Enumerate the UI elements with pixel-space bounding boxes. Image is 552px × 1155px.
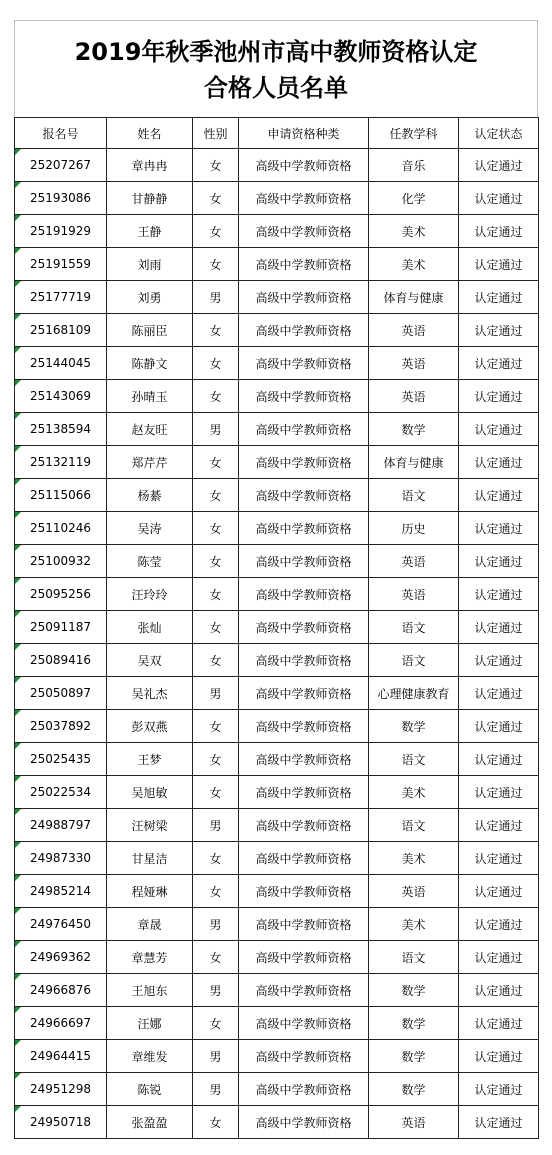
gender-cell: 女 bbox=[193, 347, 239, 380]
name-cell: 吴礼杰 bbox=[107, 677, 193, 710]
qualified-personnel-table bbox=[14, 117, 539, 1139]
status-cell: 认定通过 bbox=[459, 1073, 539, 1106]
qualification-type-cell: 高级中学教师资格 bbox=[239, 248, 369, 281]
qualification-type-cell: 高级中学教师资格 bbox=[239, 446, 369, 479]
registration-number-cell: 25177719 bbox=[15, 281, 107, 314]
name-cell: 章冉冉 bbox=[107, 149, 193, 182]
registration-number-cell: 25089416 bbox=[15, 644, 107, 677]
registration-number-cell: 24951298 bbox=[15, 1073, 107, 1106]
qualification-type-cell: 高级中学教师资格 bbox=[239, 908, 369, 941]
subject-cell: 英语 bbox=[369, 314, 459, 347]
gender-cell: 女 bbox=[193, 710, 239, 743]
subject-cell: 英语 bbox=[369, 380, 459, 413]
status-cell: 认定通过 bbox=[459, 809, 539, 842]
table-row bbox=[15, 776, 539, 809]
qualification-type-cell: 高级中学教师资格 bbox=[239, 809, 369, 842]
table-row bbox=[15, 446, 539, 479]
registration-number-cell: 25191559 bbox=[15, 248, 107, 281]
table-row bbox=[15, 875, 539, 908]
table-body bbox=[15, 149, 539, 1139]
qualification-type-cell: 高级中学教师资格 bbox=[239, 875, 369, 908]
subject-cell: 美术 bbox=[369, 842, 459, 875]
name-cell: 汪娜 bbox=[107, 1007, 193, 1040]
name-cell: 陈锐 bbox=[107, 1073, 193, 1106]
name-cell: 章维发 bbox=[107, 1040, 193, 1073]
registration-number-cell: 25191929 bbox=[15, 215, 107, 248]
subject-cell: 心理健康教育 bbox=[369, 677, 459, 710]
registration-number-cell: 25095256 bbox=[15, 578, 107, 611]
subject-cell: 历史 bbox=[369, 512, 459, 545]
header-subject: 任教学科 bbox=[369, 118, 459, 149]
name-cell: 王梦 bbox=[107, 743, 193, 776]
table-row bbox=[15, 809, 539, 842]
name-cell: 吴涛 bbox=[107, 512, 193, 545]
qualification-type-cell: 高级中学教师资格 bbox=[239, 545, 369, 578]
qualification-type-cell: 高级中学教师资格 bbox=[239, 842, 369, 875]
name-cell: 王静 bbox=[107, 215, 193, 248]
subject-cell: 英语 bbox=[369, 347, 459, 380]
status-cell: 认定通过 bbox=[459, 710, 539, 743]
subject-cell: 美术 bbox=[369, 248, 459, 281]
subject-cell: 英语 bbox=[369, 545, 459, 578]
gender-cell: 女 bbox=[193, 578, 239, 611]
qualification-type-cell: 高级中学教师资格 bbox=[239, 644, 369, 677]
name-cell: 陈丽臣 bbox=[107, 314, 193, 347]
name-cell: 章慧芳 bbox=[107, 941, 193, 974]
name-cell: 张灿 bbox=[107, 611, 193, 644]
table-row bbox=[15, 1007, 539, 1040]
status-cell: 认定通过 bbox=[459, 512, 539, 545]
subject-cell: 美术 bbox=[369, 776, 459, 809]
table-header-row bbox=[15, 118, 539, 149]
name-cell: 赵友旺 bbox=[107, 413, 193, 446]
registration-number-cell: 24966697 bbox=[15, 1007, 107, 1040]
registration-number-cell: 25025435 bbox=[15, 743, 107, 776]
gender-cell: 男 bbox=[193, 281, 239, 314]
gender-cell: 男 bbox=[193, 1040, 239, 1073]
gender-cell: 女 bbox=[193, 875, 239, 908]
document-title bbox=[14, 20, 538, 117]
header-status: 认定状态 bbox=[459, 118, 539, 149]
header-registration-number: 报名号 bbox=[15, 118, 107, 149]
subject-cell: 语文 bbox=[369, 941, 459, 974]
registration-number-cell: 25110246 bbox=[15, 512, 107, 545]
status-cell: 认定通过 bbox=[459, 908, 539, 941]
table-row bbox=[15, 413, 539, 446]
registration-number-cell: 24987330 bbox=[15, 842, 107, 875]
subject-cell: 美术 bbox=[369, 215, 459, 248]
status-cell: 认定通过 bbox=[459, 578, 539, 611]
name-cell: 汪玲玲 bbox=[107, 578, 193, 611]
registration-number-cell: 25100932 bbox=[15, 545, 107, 578]
gender-cell: 男 bbox=[193, 974, 239, 1007]
name-cell: 王旭东 bbox=[107, 974, 193, 1007]
subject-cell: 数学 bbox=[369, 413, 459, 446]
qualification-type-cell: 高级中学教师资格 bbox=[239, 941, 369, 974]
gender-cell: 女 bbox=[193, 545, 239, 578]
gender-cell: 女 bbox=[193, 479, 239, 512]
name-cell: 杨綦 bbox=[107, 479, 193, 512]
registration-number-cell: 25091187 bbox=[15, 611, 107, 644]
table-row bbox=[15, 545, 539, 578]
name-cell: 陈莹 bbox=[107, 545, 193, 578]
status-cell: 认定通过 bbox=[459, 479, 539, 512]
gender-cell: 女 bbox=[193, 215, 239, 248]
gender-cell: 男 bbox=[193, 809, 239, 842]
subject-cell: 数学 bbox=[369, 1073, 459, 1106]
table-row bbox=[15, 512, 539, 545]
name-cell: 刘雨 bbox=[107, 248, 193, 281]
status-cell: 认定通过 bbox=[459, 1106, 539, 1139]
status-cell: 认定通过 bbox=[459, 743, 539, 776]
qualification-type-cell: 高级中学教师资格 bbox=[239, 149, 369, 182]
status-cell: 认定通过 bbox=[459, 776, 539, 809]
subject-cell: 英语 bbox=[369, 875, 459, 908]
name-cell: 吴双 bbox=[107, 644, 193, 677]
table-row bbox=[15, 314, 539, 347]
qualification-type-cell: 高级中学教师资格 bbox=[239, 743, 369, 776]
qualification-type-cell: 高级中学教师资格 bbox=[239, 413, 369, 446]
gender-cell: 女 bbox=[193, 611, 239, 644]
gender-cell: 女 bbox=[193, 941, 239, 974]
subject-cell: 美术 bbox=[369, 908, 459, 941]
registration-number-cell: 25037892 bbox=[15, 710, 107, 743]
table-row bbox=[15, 281, 539, 314]
subject-cell: 数学 bbox=[369, 1007, 459, 1040]
name-cell: 甘静静 bbox=[107, 182, 193, 215]
name-cell: 吴旭敏 bbox=[107, 776, 193, 809]
table-row bbox=[15, 182, 539, 215]
subject-cell: 体育与健康 bbox=[369, 446, 459, 479]
gender-cell: 女 bbox=[193, 743, 239, 776]
name-cell: 张盈盈 bbox=[107, 1106, 193, 1139]
status-cell: 认定通过 bbox=[459, 974, 539, 1007]
subject-cell: 音乐 bbox=[369, 149, 459, 182]
qualification-type-cell: 高级中学教师资格 bbox=[239, 677, 369, 710]
registration-number-cell: 25050897 bbox=[15, 677, 107, 710]
gender-cell: 女 bbox=[193, 1106, 239, 1139]
status-cell: 认定通过 bbox=[459, 281, 539, 314]
registration-number-cell: 25132119 bbox=[15, 446, 107, 479]
registration-number-cell: 25138594 bbox=[15, 413, 107, 446]
name-cell: 刘勇 bbox=[107, 281, 193, 314]
qualification-type-cell: 高级中学教师资格 bbox=[239, 512, 369, 545]
registration-number-cell: 24966876 bbox=[15, 974, 107, 1007]
table-row bbox=[15, 578, 539, 611]
qualification-type-cell: 高级中学教师资格 bbox=[239, 1106, 369, 1139]
gender-cell: 女 bbox=[193, 314, 239, 347]
registration-number-cell: 25193086 bbox=[15, 182, 107, 215]
gender-cell: 女 bbox=[193, 644, 239, 677]
subject-cell: 数学 bbox=[369, 974, 459, 1007]
table-row bbox=[15, 941, 539, 974]
registration-number-cell: 24950718 bbox=[15, 1106, 107, 1139]
name-cell: 陈静文 bbox=[107, 347, 193, 380]
registration-number-cell: 25115066 bbox=[15, 479, 107, 512]
qualification-type-cell: 高级中学教师资格 bbox=[239, 380, 369, 413]
status-cell: 认定通过 bbox=[459, 380, 539, 413]
registration-number-cell: 25207267 bbox=[15, 149, 107, 182]
status-cell: 认定通过 bbox=[459, 149, 539, 182]
status-cell: 认定通过 bbox=[459, 182, 539, 215]
status-cell: 认定通过 bbox=[459, 314, 539, 347]
qualification-type-cell: 高级中学教师资格 bbox=[239, 314, 369, 347]
subject-cell: 化学 bbox=[369, 182, 459, 215]
status-cell: 认定通过 bbox=[459, 1007, 539, 1040]
gender-cell: 女 bbox=[193, 182, 239, 215]
table-row bbox=[15, 644, 539, 677]
registration-number-cell: 24969362 bbox=[15, 941, 107, 974]
status-cell: 认定通过 bbox=[459, 875, 539, 908]
gender-cell: 男 bbox=[193, 677, 239, 710]
table-row bbox=[15, 479, 539, 512]
registration-number-cell: 24985214 bbox=[15, 875, 107, 908]
table-row bbox=[15, 380, 539, 413]
table-row bbox=[15, 215, 539, 248]
header-name: 姓名 bbox=[107, 118, 193, 149]
registration-number-cell: 25168109 bbox=[15, 314, 107, 347]
table-row bbox=[15, 149, 539, 182]
qualification-type-cell: 高级中学教师资格 bbox=[239, 710, 369, 743]
status-cell: 认定通过 bbox=[459, 677, 539, 710]
status-cell: 认定通过 bbox=[459, 545, 539, 578]
registration-number-cell: 24964415 bbox=[15, 1040, 107, 1073]
qualification-type-cell: 高级中学教师资格 bbox=[239, 281, 369, 314]
status-cell: 认定通过 bbox=[459, 215, 539, 248]
name-cell: 孙晴玉 bbox=[107, 380, 193, 413]
subject-cell: 英语 bbox=[369, 1106, 459, 1139]
qualification-type-cell: 高级中学教师资格 bbox=[239, 776, 369, 809]
subject-cell: 语文 bbox=[369, 479, 459, 512]
gender-cell: 女 bbox=[193, 380, 239, 413]
registration-number-cell: 25144045 bbox=[15, 347, 107, 380]
header-qualification-type: 申请资格种类 bbox=[239, 118, 369, 149]
name-cell: 程娅琳 bbox=[107, 875, 193, 908]
name-cell: 汪树梁 bbox=[107, 809, 193, 842]
name-cell: 郑芹芹 bbox=[107, 446, 193, 479]
registration-number-cell: 24976450 bbox=[15, 908, 107, 941]
table-row bbox=[15, 842, 539, 875]
status-cell: 认定通过 bbox=[459, 644, 539, 677]
name-cell: 章晟 bbox=[107, 908, 193, 941]
title-line-1: 2019年秋季池州市高中教师资格认定 bbox=[74, 38, 478, 66]
table-row bbox=[15, 908, 539, 941]
qualification-type-cell: 高级中学教师资格 bbox=[239, 578, 369, 611]
qualification-type-cell: 高级中学教师资格 bbox=[239, 347, 369, 380]
qualification-type-cell: 高级中学教师资格 bbox=[239, 182, 369, 215]
registration-number-cell: 24988797 bbox=[15, 809, 107, 842]
table-row bbox=[15, 1040, 539, 1073]
registration-number-cell: 25143069 bbox=[15, 380, 107, 413]
table-row bbox=[15, 710, 539, 743]
subject-cell: 语文 bbox=[369, 809, 459, 842]
gender-cell: 女 bbox=[193, 842, 239, 875]
table-row bbox=[15, 248, 539, 281]
title-line-2: 合格人员名单 bbox=[204, 74, 348, 102]
table-row bbox=[15, 1073, 539, 1106]
gender-cell: 女 bbox=[193, 248, 239, 281]
gender-cell: 女 bbox=[193, 776, 239, 809]
qualification-type-cell: 高级中学教师资格 bbox=[239, 479, 369, 512]
qualification-type-cell: 高级中学教师资格 bbox=[239, 1007, 369, 1040]
subject-cell: 语文 bbox=[369, 644, 459, 677]
table-row bbox=[15, 677, 539, 710]
registration-number-cell: 25022534 bbox=[15, 776, 107, 809]
subject-cell: 语文 bbox=[369, 743, 459, 776]
table-row bbox=[15, 1106, 539, 1139]
status-cell: 认定通过 bbox=[459, 446, 539, 479]
subject-cell: 英语 bbox=[369, 578, 459, 611]
subject-cell: 数学 bbox=[369, 710, 459, 743]
status-cell: 认定通过 bbox=[459, 347, 539, 380]
status-cell: 认定通过 bbox=[459, 611, 539, 644]
gender-cell: 男 bbox=[193, 1073, 239, 1106]
table-row bbox=[15, 611, 539, 644]
qualification-type-cell: 高级中学教师资格 bbox=[239, 611, 369, 644]
gender-cell: 女 bbox=[193, 512, 239, 545]
gender-cell: 女 bbox=[193, 1007, 239, 1040]
subject-cell: 语文 bbox=[369, 611, 459, 644]
status-cell: 认定通过 bbox=[459, 1040, 539, 1073]
subject-cell: 体育与健康 bbox=[369, 281, 459, 314]
status-cell: 认定通过 bbox=[459, 248, 539, 281]
gender-cell: 男 bbox=[193, 908, 239, 941]
name-cell: 甘星洁 bbox=[107, 842, 193, 875]
status-cell: 认定通过 bbox=[459, 941, 539, 974]
qualification-type-cell: 高级中学教师资格 bbox=[239, 1040, 369, 1073]
gender-cell: 男 bbox=[193, 413, 239, 446]
qualification-type-cell: 高级中学教师资格 bbox=[239, 215, 369, 248]
subject-cell: 数学 bbox=[369, 1040, 459, 1073]
qualification-type-cell: 高级中学教师资格 bbox=[239, 1073, 369, 1106]
status-cell: 认定通过 bbox=[459, 413, 539, 446]
status-cell: 认定通过 bbox=[459, 842, 539, 875]
header-gender: 性别 bbox=[193, 118, 239, 149]
gender-cell: 女 bbox=[193, 149, 239, 182]
table-row bbox=[15, 974, 539, 1007]
name-cell: 彭双燕 bbox=[107, 710, 193, 743]
gender-cell: 女 bbox=[193, 446, 239, 479]
table-row bbox=[15, 347, 539, 380]
table-row bbox=[15, 743, 539, 776]
qualification-type-cell: 高级中学教师资格 bbox=[239, 974, 369, 1007]
